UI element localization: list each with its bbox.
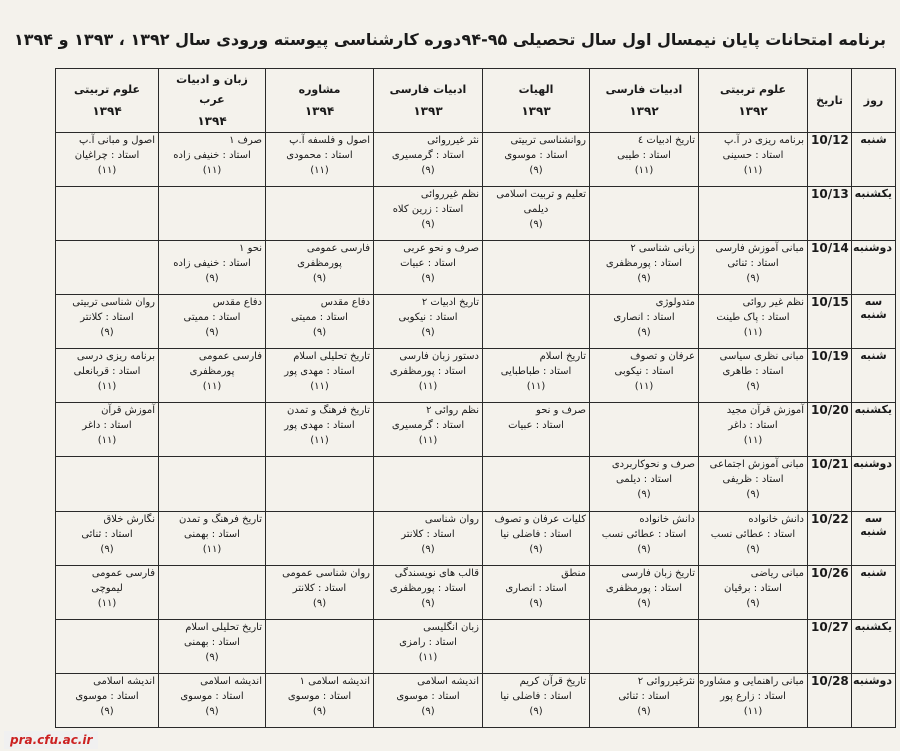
exam-cell (483, 187, 590, 241)
exam-cell (159, 457, 266, 511)
course-name: زبان انگلیسی (423, 621, 479, 633)
unit-count: (۱۱) (97, 597, 117, 609)
unit-count: (۹) (205, 651, 219, 663)
course-name: مبانی ریاضی (750, 567, 804, 579)
teacher-name: استاد : عبیات (508, 420, 564, 432)
teacher-name: استاد : قربانعلی (73, 366, 141, 378)
course-name: متدولوژی (655, 297, 695, 309)
schedule-body (56, 133, 896, 728)
day-cell: سه شنبه (852, 511, 896, 565)
exam-cell (374, 403, 483, 457)
unit-count: (۱۱) (418, 435, 438, 447)
teacher-name: استاد : ثنائی (618, 690, 670, 702)
unit-count: (۱۱) (202, 165, 222, 176)
unit-count: (۹) (637, 273, 651, 285)
course-name: تاریخ فرهنگ و تمدن (179, 513, 262, 525)
exam-cell (590, 403, 699, 457)
header-day: روز (852, 69, 896, 133)
table-row (56, 403, 896, 457)
exam-cell (266, 619, 374, 673)
course-name: دفاع مقدس (212, 297, 262, 309)
exam-cell (374, 565, 483, 619)
unit-count: (۱۱) (310, 165, 329, 176)
exam-cell (374, 673, 483, 727)
exam-cell (56, 187, 159, 241)
exam-cell (699, 187, 808, 241)
date-cell: 10/28 (808, 673, 852, 727)
day-cell: دوشنبه (852, 457, 896, 511)
exam-cell (374, 241, 483, 295)
unit-count: (۹) (100, 543, 114, 555)
day-cell: یکشنبه (852, 403, 896, 457)
exam-cell (590, 187, 699, 241)
teacher-name: استاد : خنیفی زاده (173, 150, 251, 161)
course-name: تاریخ فرهنگ و تمدن (287, 405, 370, 417)
course-name: مبانی راهنمایی و مشاوره (699, 675, 804, 687)
teacher-name: استاد : پورمظفری (389, 582, 467, 594)
course-name: روان شناسی تربیتی (72, 297, 155, 309)
exam-cell (159, 241, 266, 295)
course-name: صرف و نحو (536, 405, 586, 417)
course-name: روان شناسی (424, 513, 479, 525)
unit-count: (۹) (421, 327, 435, 339)
table-row (56, 565, 896, 619)
table-row (56, 187, 896, 241)
unit-count: (۹) (529, 597, 543, 609)
title-row (8, 30, 892, 62)
teacher-name: استاد : پاک طینت (716, 312, 790, 324)
unit-count: (۱۱) (97, 165, 117, 176)
unit-count: (۹) (529, 543, 543, 555)
unit-count: (۹) (421, 543, 435, 555)
date-cell: 10/15 (808, 295, 852, 349)
teacher-name: استاد : عطائی نسب (601, 528, 687, 540)
exam-cell (483, 295, 590, 349)
day-cell: شنبه (852, 565, 896, 619)
exam-cell (374, 457, 483, 511)
teacher-name: استاد : موسوی (504, 150, 568, 161)
course-name: صرف و نحو عربی (403, 243, 479, 255)
table-row (56, 619, 896, 673)
exam-cell (699, 403, 808, 457)
course-name: دانش خانواده (748, 513, 804, 525)
header-column: الهیات ۱۳۹۳ (483, 69, 590, 133)
teacher-name: پورمظفری (297, 258, 342, 270)
teacher-name: استاد : ثنائی (727, 258, 779, 270)
exam-cell (159, 403, 266, 457)
unit-count: (۹) (312, 705, 327, 717)
header-column: علوم تربیتی ۱۳۹۲ (699, 69, 808, 133)
unit-count: (۱۱) (97, 381, 117, 393)
exam-cell (483, 133, 590, 187)
header-column: ادبیات فارسی ۱۳۹۲ (590, 69, 699, 133)
exam-cell (483, 511, 590, 565)
exam-cell (483, 673, 590, 727)
exam-cell (374, 133, 483, 187)
exam-cell (56, 133, 159, 187)
unit-count: (۹) (529, 219, 543, 231)
exam-cell (56, 241, 159, 295)
unit-count: (۱۱) (526, 381, 546, 393)
course-name: کلیات عرفان و تصوف (494, 513, 586, 525)
course-name: اندیشه اسلامی (417, 675, 479, 687)
teacher-name: استاد : نیکوبی (614, 366, 674, 378)
exam-cell (159, 673, 266, 727)
exam-cell (56, 565, 159, 619)
exam-cell (266, 133, 374, 187)
course-name: تاریخ ادبیات ۲ (421, 297, 479, 309)
teacher-name: استاد : ممیتی (291, 312, 348, 324)
course-name: نحو ۱ (239, 243, 262, 255)
unit-count: (۹) (205, 327, 219, 339)
teacher-name: استاد : خنیفی زاده (173, 258, 251, 270)
course-name: برنامه ریزی در آ.پ (724, 135, 804, 146)
unit-count: (۱۱) (97, 435, 117, 447)
course-name: دستور زبان فارسی (399, 351, 479, 363)
exam-cell (266, 349, 374, 403)
unit-count: (۹) (421, 165, 435, 176)
teacher-name: لیموچی (91, 582, 123, 594)
day-cell: دوشنبه (852, 673, 896, 727)
teacher-name: استاد : پورمظفری (605, 582, 683, 594)
exam-cell (590, 295, 699, 349)
teacher-name: استاد : چراغیان (74, 150, 140, 161)
teacher-name: استاد : حسینی (722, 150, 784, 161)
exam-cell (483, 349, 590, 403)
exam-cell (483, 565, 590, 619)
course-name: اندیشه اسلامی ۱ (299, 675, 370, 687)
course-name: آموزش قرآن (101, 405, 155, 417)
unit-count: (۹) (421, 705, 435, 717)
unit-count: (۱۱) (310, 435, 329, 447)
exam-cell (266, 187, 374, 241)
course-name: اصول و فلسفه آ.پ (289, 135, 370, 146)
exam-cell (590, 673, 699, 727)
teacher-name: استاد : گرمسیری (391, 150, 465, 161)
teacher-name: استاد : کلانتر (80, 312, 134, 324)
date-cell: 10/19 (808, 349, 852, 403)
exam-cell (56, 295, 159, 349)
header-row (56, 69, 896, 133)
course-name: فارسی عمومی (306, 243, 370, 255)
exam-cell (699, 565, 808, 619)
course-name: تاریخ اسلام (539, 351, 586, 363)
unit-count: (۹) (746, 381, 760, 393)
teacher-name: استاد : طباطبایی (500, 366, 572, 378)
course-name: نثرغیرروائی ۲ (637, 675, 695, 687)
course-name: نظم غیر روائی (742, 297, 804, 309)
exam-cell (699, 457, 808, 511)
date-cell: 10/14 (808, 241, 852, 295)
exam-cell (266, 511, 374, 565)
course-name: تاریخ ادبیات ٤ (637, 135, 695, 146)
unit-count: (۹) (637, 705, 651, 717)
course-name: برنامه ریزی درسی (76, 351, 155, 363)
teacher-name: استاد : کلانتر (292, 582, 347, 594)
teacher-name: استاد : بهمنی (184, 528, 240, 540)
course-name: تاریخ تحلیلی اسلام (185, 621, 262, 633)
unit-count: (۹) (421, 273, 435, 285)
teacher-name: استاد : مهدی پور (284, 366, 355, 378)
unit-count: (۹) (312, 597, 327, 609)
course-name: تعلیم و تربیت اسلامی (496, 189, 586, 201)
unit-count: (۱۱) (418, 651, 438, 663)
exam-cell (483, 619, 590, 673)
course-name: مبانی آموزش اجتماعی (709, 459, 804, 471)
course-name: صرف و نحوکاربردی (611, 459, 695, 471)
exam-cell (590, 457, 699, 511)
exam-cell (266, 403, 374, 457)
course-name: اندیشه اسلامی (200, 675, 262, 687)
teacher-name: استاد : نیکوبی (398, 312, 458, 324)
day-cell: دوشنبه (852, 241, 896, 295)
course-name: نظم غیرروائی (420, 189, 479, 201)
teacher-name: استاد : فاضلی نیا (500, 528, 572, 540)
teacher-name: استاد : ثنائی (81, 528, 133, 540)
exam-cell (266, 565, 374, 619)
teacher-name: استاد : زارع پور (720, 690, 786, 702)
table-row (56, 511, 896, 565)
course-name: تاریخ زبان فارسی (621, 567, 695, 579)
teacher-name: استاد : گرمسیری (391, 420, 465, 432)
unit-count: (۱۱) (202, 381, 222, 393)
teacher-name: استاد : عطائی نسب (710, 528, 796, 540)
exam-cell (374, 511, 483, 565)
teacher-name: استاد : برقیان (724, 582, 782, 594)
course-name: روانشناسی تربیتی (510, 135, 586, 146)
unit-count: (۹) (312, 273, 327, 285)
course-name: فارسی عمومی (91, 567, 155, 579)
exam-cell (374, 295, 483, 349)
course-name: تاریخ تحلیلی اسلام (293, 351, 370, 363)
header-column: مشاوره ۱۳۹۴ (266, 69, 374, 133)
table-row (56, 349, 896, 403)
course-name: اصول و مبانی آ.پ (79, 135, 155, 146)
teacher-name: استاد : رامزی (399, 636, 457, 648)
exam-cell (483, 457, 590, 511)
table-row (56, 133, 896, 187)
course-name: قالب های نویسندگی (394, 567, 479, 579)
teacher-name: پورمظفری (189, 366, 235, 378)
teacher-name: استاد : فاضلی نیا (500, 690, 572, 702)
unit-count: (۹) (100, 327, 114, 339)
exam-cell (590, 349, 699, 403)
teacher-name: دیلمی (523, 204, 549, 216)
header-column: ادبیات فارسی ۱۳۹۳ (374, 69, 483, 133)
teacher-name: استاد : کلانتر (401, 528, 455, 540)
unit-count: (۱۱) (743, 327, 763, 339)
teacher-name: استاد : طاهری (722, 366, 784, 378)
date-cell: 10/20 (808, 403, 852, 457)
exam-cell (56, 673, 159, 727)
course-name: مبانی نظری سیاسی (719, 351, 804, 363)
table-row (56, 673, 896, 727)
exam-cell (56, 403, 159, 457)
course-name: عرفان و تصوف (630, 351, 695, 363)
exam-cell (699, 511, 808, 565)
course-name: نگارش خلاق (103, 513, 155, 525)
unit-count: (۹) (312, 327, 327, 339)
date-cell: 10/26 (808, 565, 852, 619)
course-name: مبانی آموزش فارسی (715, 243, 804, 255)
exam-cell (590, 133, 699, 187)
teacher-name: استاد : بهمنی (184, 636, 240, 648)
exam-cell (374, 349, 483, 403)
unit-count: (۹) (205, 705, 219, 717)
exam-cell (699, 673, 808, 727)
unit-count: (۹) (746, 489, 760, 501)
exam-cell (590, 511, 699, 565)
table-row (56, 241, 896, 295)
exam-cell (590, 565, 699, 619)
table-row (56, 457, 896, 511)
site-watermark: pra.cfu.ac.ir (4, 731, 98, 749)
course-name: نثر غیرروائی (427, 135, 479, 146)
course-name: روان شناسی عمومی (282, 567, 370, 579)
exam-cell (266, 673, 374, 727)
unit-count: (۹) (421, 597, 435, 609)
exam-cell (266, 295, 374, 349)
unit-count: (۱۱) (418, 381, 438, 393)
course-name: منطق (561, 567, 586, 579)
course-name: آموزش قرآن مجید (726, 405, 804, 417)
teacher-name: استاد : ممیتی (183, 312, 241, 324)
exam-cell (56, 457, 159, 511)
exam-cell (699, 241, 808, 295)
unit-count: (۱۱) (310, 381, 329, 393)
unit-count: (۱۱) (202, 543, 222, 555)
course-name: اندیشه اسلامی (93, 675, 155, 687)
exam-cell (159, 565, 266, 619)
unit-count: (۹) (100, 705, 114, 717)
day-cell: یکشنبه (852, 619, 896, 673)
teacher-name: استاد : انصاری (613, 312, 675, 324)
unit-count: (۹) (746, 273, 760, 285)
course-name: تاریخ قرآن کریم (519, 675, 586, 687)
teacher-name: استاد : محمودی (286, 150, 353, 161)
date-cell: 10/13 (808, 187, 852, 241)
teacher-name: استاد : ظریفی (722, 474, 784, 486)
teacher-name: استاد : مهدی پور (284, 420, 355, 432)
exam-cell (159, 349, 266, 403)
exam-cell (56, 349, 159, 403)
unit-count: (۹) (205, 273, 219, 285)
exam-cell (699, 133, 808, 187)
course-name: زبانی شناسی ۲ (630, 243, 695, 255)
page-title: برنامه امتحانات پایان نیمسال اول سال تحصیلی ۹۵-۹۴ (461, 30, 886, 49)
teacher-name: استاد : پورمظفری (389, 366, 467, 378)
teacher-name: استاد : داغر (728, 420, 778, 432)
date-cell: 10/21 (808, 457, 852, 511)
date-cell: 10/12 (808, 133, 852, 187)
exam-cell (56, 619, 159, 673)
unit-count: (۹) (529, 165, 543, 176)
unit-count: (۹) (529, 705, 543, 717)
unit-count: (۱۱) (743, 165, 763, 176)
exam-cell (266, 241, 374, 295)
unit-count: (۹) (637, 327, 651, 339)
day-cell: یکشنبه (852, 187, 896, 241)
course-name: نظم روائی ۲ (426, 405, 479, 417)
date-cell: 10/22 (808, 511, 852, 565)
exam-cell (590, 619, 699, 673)
exam-cell (699, 295, 808, 349)
unit-count: (۱۱) (634, 381, 654, 393)
teacher-name: استاد : موسوی (287, 690, 352, 702)
unit-count: (۱۱) (743, 435, 763, 447)
exam-cell (159, 295, 266, 349)
unit-count: (۹) (637, 597, 651, 609)
unit-count: (۹) (746, 543, 760, 555)
teacher-name: استاد : عبیات (400, 258, 456, 270)
teacher-name: استاد : موسوی (396, 690, 460, 702)
unit-count: (۹) (637, 489, 651, 501)
exam-schedule-table (55, 68, 896, 728)
teacher-name: استاد : زرین کلاه (392, 204, 464, 216)
unit-count: (۹) (746, 597, 760, 609)
teacher-name: استاد : انصاری (505, 582, 567, 594)
header-column: زبان و ادبیات عرب ۱۳۹۴ (159, 69, 266, 133)
unit-count: (۹) (637, 543, 651, 555)
exam-cell (159, 511, 266, 565)
teacher-name: استاد : دیلمی (615, 474, 673, 486)
teacher-name: استاد : پورمظفری (605, 258, 683, 270)
unit-count: (۹) (421, 219, 435, 231)
day-cell: شنبه (852, 133, 896, 187)
teacher-name: استاد : طیبی (617, 150, 671, 161)
exam-cell (374, 187, 483, 241)
exam-cell (483, 403, 590, 457)
teacher-name: استاد : موسوی (180, 690, 244, 702)
page-subtitle: دوره کارشناسی پیوسته ورودی سال ۱۳۹۲ ، ۱۳۹۳ و ۱۳۹۴ (14, 30, 462, 49)
unit-count: (۱۱) (634, 165, 654, 176)
course-name: دانش خانواده (639, 513, 695, 525)
course-name: فارسی عمومی (198, 351, 262, 363)
exam-cell (159, 133, 266, 187)
day-cell: شنبه (852, 349, 896, 403)
header-date: تاریخ (808, 69, 852, 133)
exam-cell (56, 511, 159, 565)
exam-cell (374, 619, 483, 673)
unit-count: (۱۱) (743, 705, 763, 717)
table-row (56, 295, 896, 349)
date-cell: 10/27 (808, 619, 852, 673)
day-cell: سه شنبه (852, 295, 896, 349)
exam-cell (699, 349, 808, 403)
exam-cell (590, 241, 699, 295)
exam-cell (159, 187, 266, 241)
header-column: علوم تربیتی ۱۳۹۴ (56, 69, 159, 133)
course-name: صرف ۱ (229, 135, 262, 146)
exam-cell (266, 457, 374, 511)
exam-cell (159, 619, 266, 673)
teacher-name: استاد : موسوی (75, 690, 139, 702)
teacher-name: استاد : داغر (82, 420, 132, 432)
exam-cell (699, 619, 808, 673)
exam-cell (483, 241, 590, 295)
course-name: دفاع مقدس (320, 297, 370, 309)
